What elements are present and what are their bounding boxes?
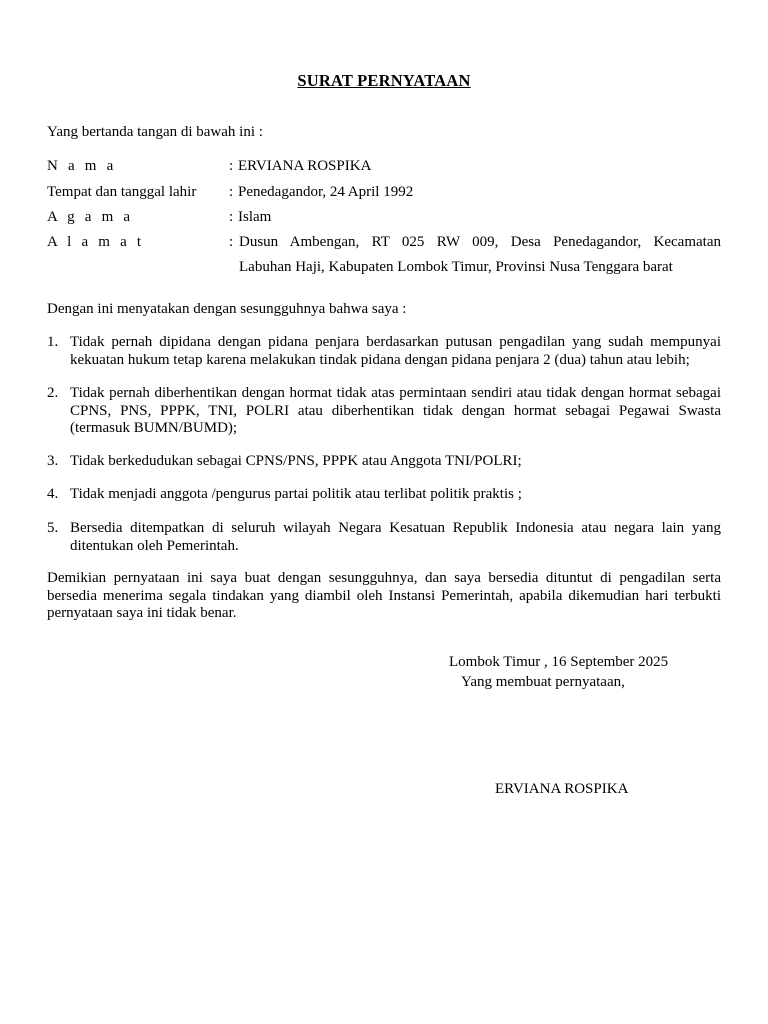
field-colon: : (229, 184, 234, 200)
list-item-number: 2. (47, 385, 59, 401)
list-item-text: Tidak pernah diberhentikan dengan hormat tidak atas permintaan sendiri atau tidak dengan hormat sebagai CPNS, PNS, PPPK, TNI, POLRI atau diberhentikan tidak dengan hormat sebagai Pegawai Swasta (termasuk BUMN/BUMD); (70, 385, 721, 436)
list-item (47, 486, 721, 504)
list-item (47, 453, 721, 471)
field-value-nama-text: ERVIANA ROSPIKA (238, 158, 372, 174)
list-item-number: 5. (47, 520, 59, 536)
field-colon: : (229, 234, 234, 250)
field-colon: : (229, 209, 234, 225)
field-value-agama (229, 209, 721, 226)
field-value-nama (229, 158, 721, 175)
field-colon: : (229, 158, 234, 174)
intro-text: Yang bertanda tangan di bawah ini : (47, 124, 263, 140)
statement-text: Dengan ini menyatakan dengan sesungguhnya bahwa saya : (47, 301, 407, 317)
list-item-text: Bersedia ditempatkan di seluruh wilayah Negara Kesatuan Republik Indonesia atau negara lain yang ditentukan oleh Pemerintah. (70, 520, 721, 554)
document-title: SURAT PERNYATAAN (297, 71, 471, 90)
list-item-text: Tidak menjadi anggota /pengurus partai politik atau terlibat politik praktis ; (70, 486, 522, 502)
signature-name: ERVIANA ROSPIKA (495, 781, 629, 797)
list-item (47, 520, 721, 555)
field-value-ttl (229, 184, 721, 201)
field-label-ttl: Tempat dan tanggal lahir (47, 184, 197, 200)
field-value-alamat-line2: Labuhan Haji, Kabupaten Lombok Timur, Provinsi Nusa Tenggara barat (239, 259, 673, 275)
closing-paragraph: Demikian pernyataan ini saya buat dengan sesungguhnya, dan saya bersedia dituntut di pengadilan serta bersedia menerima segala tindakan yang diambil oleh Instansi Pemerintah, apabila dikemudian hari terbukti pernyataan saya ini tidak benar. (47, 570, 721, 621)
list-item (47, 385, 721, 438)
list-item-text: Tidak berkedudukan sebagai CPNS/PNS, PPPK atau Anggota TNI/POLRI; (70, 453, 522, 469)
list-item-number: 1. (47, 334, 59, 350)
field-label-nama: N a m a (47, 158, 117, 174)
field-value-alamat-line1 (229, 234, 721, 251)
field-label-alamat: A l a m a t (47, 234, 145, 250)
signature-place-date: Lombok Timur , 16 September 2025 (449, 654, 669, 670)
list-item (47, 334, 721, 369)
field-value-agama-text: Islam (238, 209, 272, 225)
list-item-number: 4. (47, 486, 59, 502)
list-item-number: 3. (47, 453, 59, 469)
field-label-agama: A g a m a (47, 209, 134, 225)
signature-made-by: Yang membuat pernyataan, (461, 674, 625, 690)
list-item-text: Tidak pernah dipidana dengan pidana penjara berdasarkan putusan pengadilan yang sudah mempunyai kekuatan hukum tetap karena melakukan tindak pidana dengan pidana penjara 2 (dua) tahun atau lebih; (70, 334, 721, 368)
field-value-alamat-line1-text: Dusun Ambengan, RT 025 RW 009, Desa Penedagandor, Kecamatan (239, 234, 721, 250)
field-value-ttl-text: Penedagandor, 24 April 1992 (238, 184, 414, 200)
